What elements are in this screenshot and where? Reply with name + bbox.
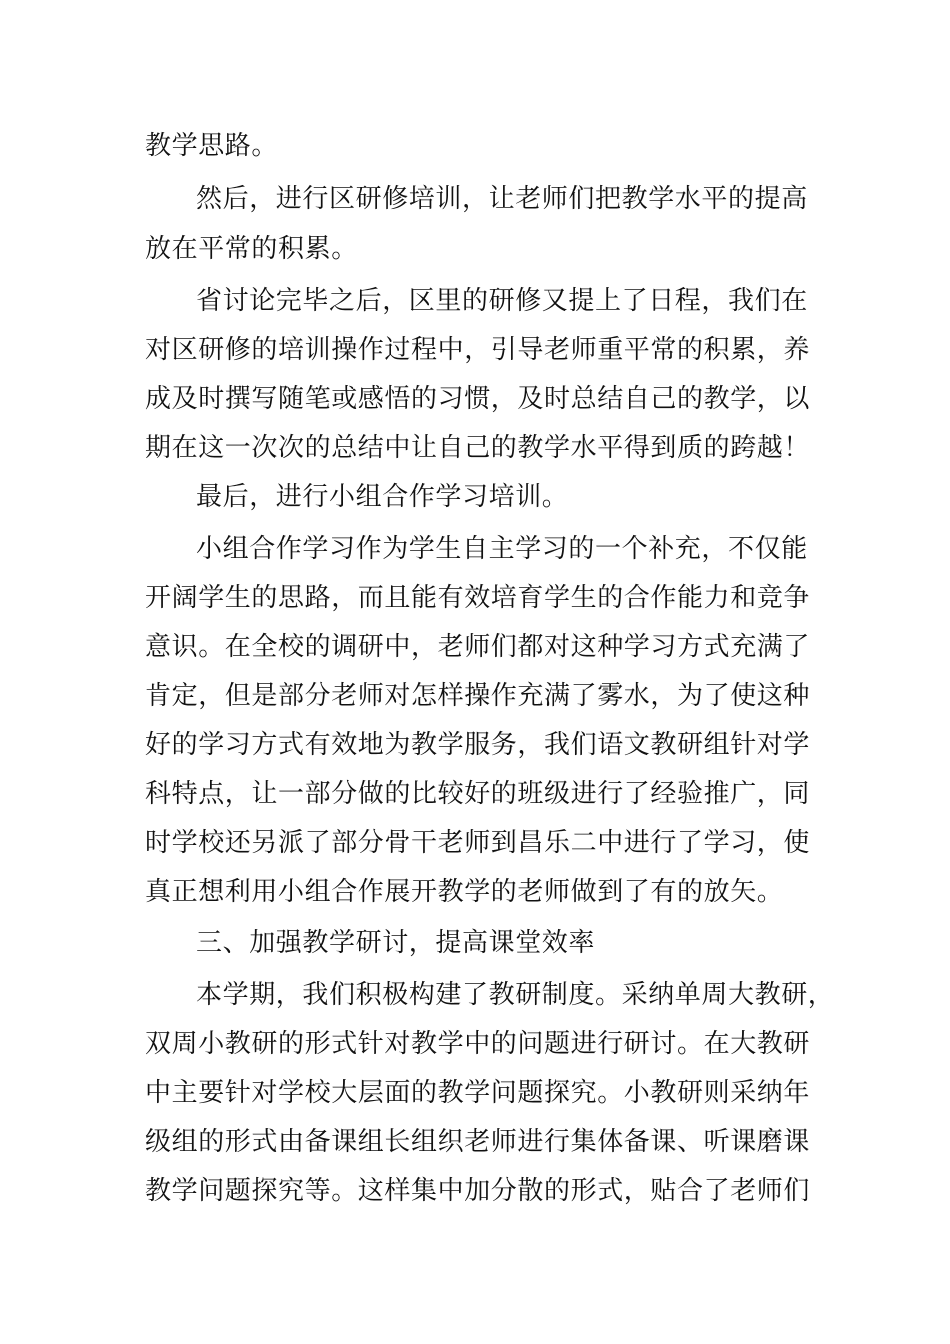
text-line: 开阔学生的思路，而且能有效培育学生的合作能力和竞争	[145, 583, 811, 613]
text-line: 然后，进行区研修培训，让老师们把教学水平的提高	[196, 184, 808, 214]
text-line: 三、加强教学研讨，提高课堂效率	[196, 928, 596, 958]
text-line: 中主要针对学校大层面的教学问题探究。小教研则采纳年	[145, 1078, 811, 1108]
text-line: 成及时撰写随笔或感悟的习惯，及时总结自己的教学，以	[145, 384, 811, 414]
text-line: 放在平常的积累。	[145, 234, 358, 264]
text-line: 真正想利用小组合作展开教学的老师做到了有的放矢。	[145, 877, 784, 907]
text-line: 对区研修的培训操作过程中，引导老师重平常的积累，养	[145, 335, 811, 365]
text-line: 时学校还另派了部分骨干老师到昌乐二中进行了学习，使	[145, 828, 811, 858]
text-line: 科特点，让一部分做的比较好的班级进行了经验推广，同	[145, 779, 811, 809]
text-line: 期在这一次次的总结中让自己的教学水平得到质的跨越！	[145, 433, 811, 463]
text-line: 本学期，我们积极构建了教研制度。采纳单周大教研，	[196, 980, 835, 1010]
text-line: 肯定，但是部分老师对怎样操作充满了雾水，为了使这种	[145, 681, 811, 711]
text-line: 双周小教研的形式针对教学中的问题进行研讨。在大教研	[145, 1029, 811, 1059]
text-line: 级组的形式由备课组长组织老师进行集体备课、听课磨课	[145, 1127, 811, 1157]
text-line: 好的学习方式有效地为教学服务，我们语文教研组针对学	[145, 730, 811, 760]
text-line: 省讨论完毕之后，区里的研修又提上了日程，我们在	[196, 286, 808, 316]
text-line: 小组合作学习作为学生自主学习的一个补充，不仅能	[196, 534, 808, 564]
text-line: 意识。在全校的调研中，老师们都对这种学习方式充满了	[145, 632, 811, 662]
text-line: 教学思路。	[145, 131, 279, 161]
text-line: 最后，进行小组合作学习培训。	[196, 482, 569, 512]
text-line: 教学问题探究等。这样集中加分散的形式，贴合了老师们	[145, 1176, 811, 1206]
